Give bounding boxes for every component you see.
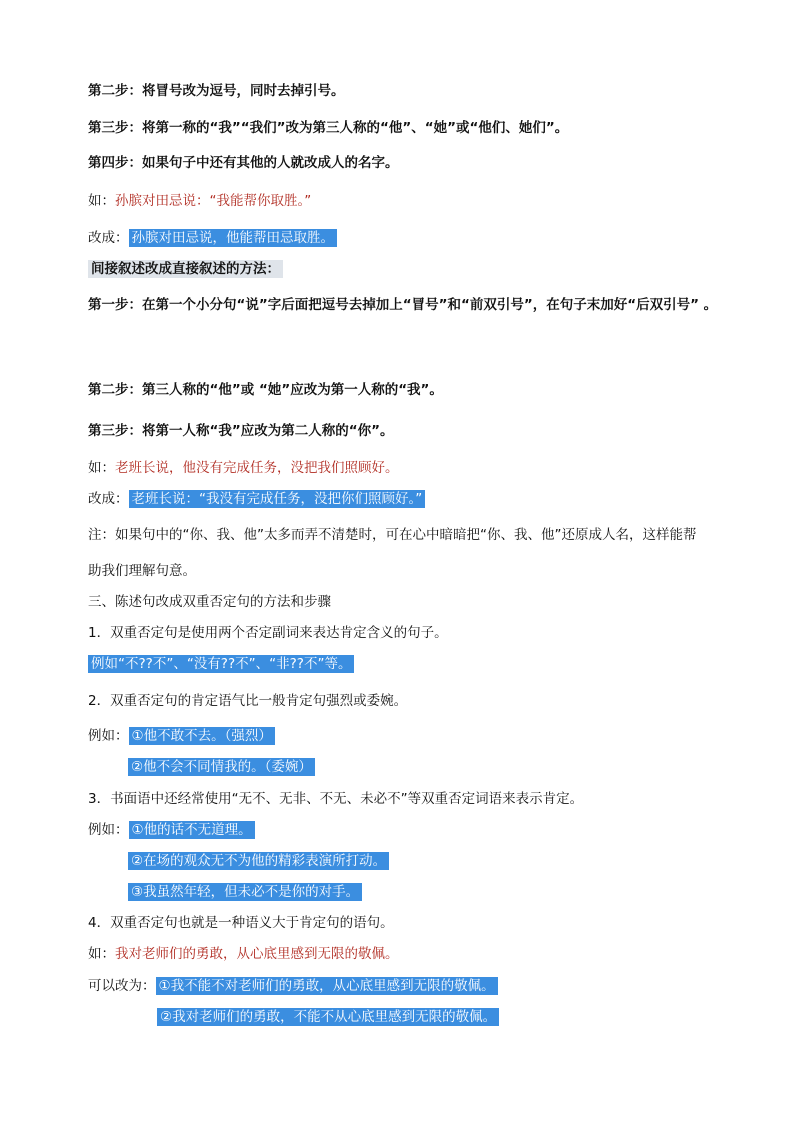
example2-sentence: 老班长说，他没有完成任务，没把我们照顾好。 xyxy=(115,460,399,476)
dn-point3-example3 xyxy=(128,883,362,901)
note-line2: 助我们理解句意。 xyxy=(88,563,196,579)
example1-changed-sentence: 孙膑对田忌说，他能帮田忌取胜。 xyxy=(129,229,338,247)
dn-point4-changed1 xyxy=(88,977,498,995)
example2-changed xyxy=(88,490,425,508)
dn-point2-example2 xyxy=(128,758,315,776)
indirect-heading-text: 间接叙述改成直接叙述的方法： xyxy=(88,260,283,278)
dn-point4-prefix: 如： xyxy=(88,946,115,962)
indirect-step1: 第一步：在第一个小分句“说”字后面把逗号去掉加上“冒号”和“前双引号”，在句子末加好“后双引号” 。 xyxy=(88,297,718,313)
dn-point4: 4．双重否定句也就是一种语义大于肯定句的语句。 xyxy=(88,915,394,931)
dn-point4-changed2-text: ②我对老师们的勇敢，不能不从心底里感到无限的敬佩。 xyxy=(157,1008,499,1026)
indirect-to-direct-heading xyxy=(88,260,283,278)
example1-prefix: 如： xyxy=(88,193,115,209)
dn-point1-example xyxy=(88,655,354,673)
step2-colon-to-comma: 第二步：将冒号改为逗号，同时去掉引号。 xyxy=(88,83,345,99)
example2-changed-prefix: 改成： xyxy=(88,491,129,507)
example2-original xyxy=(88,459,399,477)
dn-point4-sentence: 我对老师们的勇敢，从心底里感到无限的敬佩。 xyxy=(115,946,399,962)
dn-point3-ex3-text: ③我虽然年轻，但未必不是你的对手。 xyxy=(128,883,362,901)
example1-sentence: 孙膑对田忌说：“我能帮你取胜。” xyxy=(115,193,312,209)
double-negative-heading: 三、陈述句改成双重否定句的方法和步骤 xyxy=(88,594,331,610)
dn-point2-ex1-text: ①他不敢不去。（强烈） xyxy=(129,727,275,745)
dn-point4-example xyxy=(88,945,399,963)
example1-changed xyxy=(88,229,337,247)
dn-point4-changed-prefix: 可以改为： xyxy=(88,978,156,994)
note-line1: 注：如果句中的“你、我、他”太多而弄不清楚时，可在心中暗暗把“你、我、他”还原成人名，这样能帮 xyxy=(88,527,697,543)
step3-change-person: 第三步：将第一称的“我”“我们”改为第三人称的“他”、“她”或“他们、她们”。 xyxy=(88,120,569,136)
dn-point3-example2 xyxy=(128,852,389,870)
dn-point4-changed2 xyxy=(157,1008,499,1026)
dn-point3-ex1-text: ①他的话不无道理。 xyxy=(129,821,255,839)
dn-point2: 2．双重否定句的肯定语气比一般肯定句强烈或委婉。 xyxy=(88,693,408,709)
example2-changed-sentence: 老班长说：“我没有完成任务，没把你们照顾好。” xyxy=(129,490,426,508)
dn-point3-ex2-text: ②在场的观众无不为他的精彩表演所打动。 xyxy=(128,852,389,870)
indirect-step3: 第三步：将第一人称“我”应改为第二人称的“你”。 xyxy=(88,423,394,439)
dn-point2-ex2-text: ②他不会不同情我的。（委婉） xyxy=(128,758,315,776)
dn-point3: 3．书面语中还经常使用“无不、无非、不无、未必不”等双重否定词语来表示肯定。 xyxy=(88,791,584,807)
dn-point1: 1．双重否定句是使用两个否定副词来表达肯定含义的句子。 xyxy=(88,625,448,641)
dn-point2-example1 xyxy=(88,727,275,745)
dn-point3-prefix: 例如： xyxy=(88,822,129,838)
example1-original xyxy=(88,192,311,210)
example1-changed-prefix: 改成： xyxy=(88,230,129,246)
dn-point3-example1 xyxy=(88,821,255,839)
dn-point1-example-text: 例如“不??不”、“没有??不”、“非??不”等。 xyxy=(88,655,354,673)
step4-replace-names: 第四步：如果句子中还有其他的人就改成人的名字。 xyxy=(88,155,399,171)
example2-prefix: 如： xyxy=(88,460,115,476)
indirect-step2: 第二步：第三人称的“他”或 “她”应改为第一人称的“我”。 xyxy=(88,382,443,398)
dn-point2-prefix: 例如： xyxy=(88,728,129,744)
dn-point4-changed1-text: ①我不能不对老师们的勇敢，从心底里感到无限的敬佩。 xyxy=(156,977,498,995)
